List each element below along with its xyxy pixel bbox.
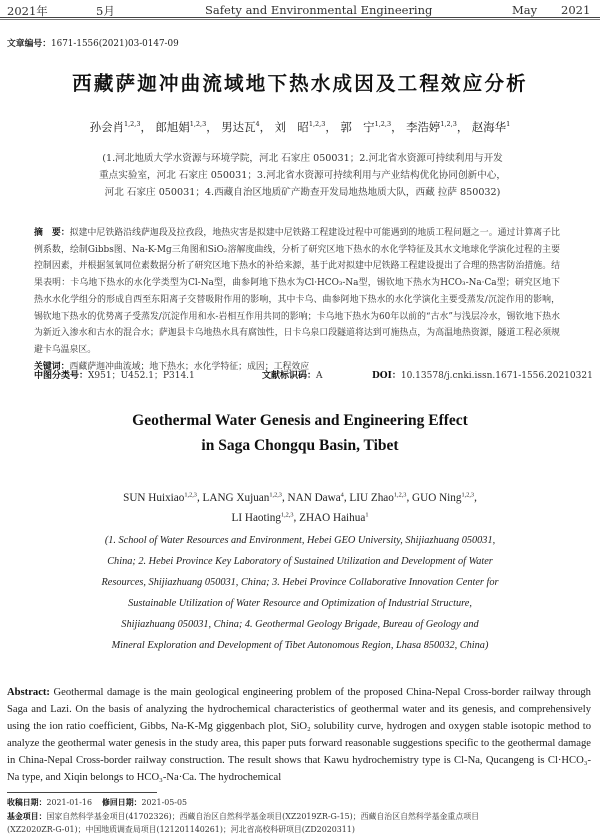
author: LIU Zhao$^{1,2,3}$ — [349, 491, 407, 504]
doi: DOI：10.13578/j.cnki.issn.1671-1556.20210321 — [372, 371, 593, 381]
chinese-title: 西藏萨迦冲曲流域地下热水成因及工程效应分析 — [72, 72, 528, 95]
chinese-affiliation-line: 重点实验室，河北 石家庄 050031；3.河北省水资源可持续利用与产业结构优化协同创新中心， — [99, 170, 506, 181]
chinese-authors: 孙会肖$^{1,2,3}$， 郎旭娟$^{1,2,3}$， 男达瓦$^4$， 刘 昭$^{1,2,3}$， 郭 宁$^{1,2,3}$， 李浩婷$^{1,2,3}$， 赵海华$^1$ — [89, 120, 511, 134]
keywords-text: 西藏萨迦冲曲流域；地下热水；水化学特征；成因；工程效应 — [69, 361, 310, 372]
abstract-label-en: Abstract: — [7, 687, 50, 698]
abstract-text-en: Geothermal damage is the main geological engineering problem of the proposed China-Nepal Cross-border railway through Saga and Lazi. On the basis of analyzing the hydrochemical characteristics of geothermal water and its genesis, and comprehensively using the ion ratio coefficient, Gibbs, Na-K-Mg giggenbach plot, SiO₂ solubility curve, hydrogen and oxygen stable isotopic method to analyze the geothermal water genesis in the study area, this paper puts forward reasonable suggestions specific to the geothermal damage in China-Nepal Cross-border railway construction. The result shows that Kawu hydrochemistry type is Cl-Na, Qucangeng is Cl·HCO₃-Na type, and Xiqin belongs to HCO₃-Na·Ca. The hydrochemical — [7, 687, 591, 784]
running-header — [0, 0, 600, 20]
classification-number: 中图分类号：X951；U452.1；P314.1 — [34, 371, 195, 381]
author: GUO Ning$^{1,2,3}$ — [412, 491, 475, 504]
english-abstract — [7, 684, 591, 787]
english-affiliation-line: Resources, Shijiazhuang 050031, China; 3. Hebei Province Collaborative Innovation Center for — [101, 577, 499, 588]
author: 郎旭娟$^{1,2,3}$ — [155, 120, 207, 134]
footnote-rule — [7, 792, 157, 793]
author: 刘 昭$^{1,2,3}$ — [274, 120, 326, 134]
footnote-funding: 基金项目：国家自然科学基金项目(41702326)；西藏自治区自然科学基金项目(XZ2019ZR-G-15)；西藏自治区自然科学基金重点项目 — [7, 812, 480, 821]
english-affiliation-line: China; 2. Hebei Province Key Laboratory of Sustained Utilization and Development of Water — [107, 556, 493, 567]
author: LI Haoting$^{1,2,3}$ — [231, 511, 294, 524]
english-affiliation-line: Shijiazhuang 050031, China; 4. Geothermal Geology Brigade, Bureau of Geology and — [121, 619, 479, 630]
keywords-label: 关键词： — [34, 361, 70, 372]
author: 男达瓦$^4$ — [221, 120, 260, 134]
header-month-en: May — [512, 3, 538, 17]
english-title-line: in Saga Chongqu Basin, Tibet — [201, 437, 399, 454]
author: NAN Dawa$^4$ — [287, 491, 344, 504]
author: 赵海华$^1$ — [471, 120, 511, 134]
chinese-affiliation-line: (1.河北地质大学水资源与环境学院，河北 石家庄 050031；2.河北省水资源可持续利用与开发 — [102, 153, 503, 164]
abstract-label: 摘 要： — [34, 228, 70, 238]
author: SUN Huixiao$^{1,2,3}$ — [123, 491, 197, 504]
header-journal: Safety and Environmental Engineering — [205, 3, 433, 17]
author: 郭 宁$^{1,2,3}$ — [340, 120, 392, 134]
english-authors-line2: LI Haoting$^{1,2,3}$, ZHAO Haihua$^1$ — [231, 511, 369, 524]
document-code: 文献标识码：A — [262, 371, 323, 381]
chinese-abstract — [34, 225, 560, 375]
english-title-line: Geothermal Water Genesis and Engineering Effect — [132, 412, 468, 429]
author: LANG Xujuan$^{1,2,3}$ — [202, 491, 282, 504]
header-month: 5月 — [96, 4, 115, 18]
footnote-dates: 收稿日期：2021-01-16 修回日期：2021-05-05 — [7, 798, 187, 807]
english-affiliation-line: Mineral Exploration and Development of Tibet Autonomous Region, Lhasa 850032, China) — [111, 640, 489, 651]
header-year: 2021年 — [7, 4, 48, 18]
chinese-affiliation-line: 河北 石家庄 050031；4.西藏自治区地质矿产勘查开发局地热地质大队，西藏 拉萨 850032) — [104, 187, 501, 198]
author: 孙会肖$^{1,2,3}$ — [89, 120, 141, 134]
abstract-text: 拟建中尼铁路沿线萨迦段及拉孜段，地热灾害是拟建中尼铁路工程建设过程中可能遇到的地质工程问题之一。通过计算离子比例系数，绘制Gibbs图、Na-K-Mg三角图和SiO₂溶解度曲线，分析了研究区地下热水的水化学特征及其水文地球化学演化过程的主要控制因素，并根据氢氧同位素数据分析了研究区地下热水的补给来源，基于此对拟建中尼铁路工程建设提出了合理的热害防治措施。结果表明：卡乌地下热水的水化学类型为Cl-Na型，曲参阿地下热水为Cl·HCO₃-Na型，锡钦地下热水为HCO₃-Na·Ca型；研究区地下热水水化学组分的形成自西至东阳离子交替吸附作用的影响，其中卡乌、曲参阿地下热水的水化学演化主要受蒸发/沉淀作用的影响，锡钦地下热水的优势离子受蒸发/沉淀作用和水-岩相互作用共同的影响；卡乌地下热水为60年以前的“古水”与浅层冷水，锡钦地下热水为新近入渗水和古水的混合水；萨迦县卡乌地热水具有腐蚀性，日卡乌泉口段隧道将达到可施热点，为高温地热资源，隧道工程必须规避卡乌温泉区。 — [34, 228, 561, 355]
article-number-value: 1671-1556(2021)03-0147-09 — [51, 39, 179, 49]
header-rule-thin — [0, 19, 600, 20]
english-authors: SUN Huixiao$^{1,2,3}$, LANG Xujuan$^{1,2,3}$, NAN Dawa$^4$, LIU Zhao$^{1,2,3}$, GUO Ning$^{1,2,3}$, — [123, 491, 477, 504]
english-affiliation-line: Sustainable Utilization of Water Resource and Optimization of Industrial Structure, — [128, 598, 472, 609]
author: ZHAO Haihua$^1$ — [299, 511, 369, 524]
english-affiliation-line: (1. School of Water Resources and Environment, Hebei GEO University, Shijiazhuang 050031, — [104, 535, 496, 546]
header-rule — [0, 17, 600, 18]
header-year-en: 2021 — [561, 3, 591, 17]
footnote-funding-cont: (XZ2020ZR-G-01)；中国地质调查局项目(121201140261)；河北省高校科研项目(ZD2020311) — [7, 825, 355, 834]
article-number — [7, 36, 179, 49]
article-number-label: 文章编号： — [7, 39, 51, 49]
author: 李浩婷$^{1,2,3}$ — [406, 120, 457, 134]
